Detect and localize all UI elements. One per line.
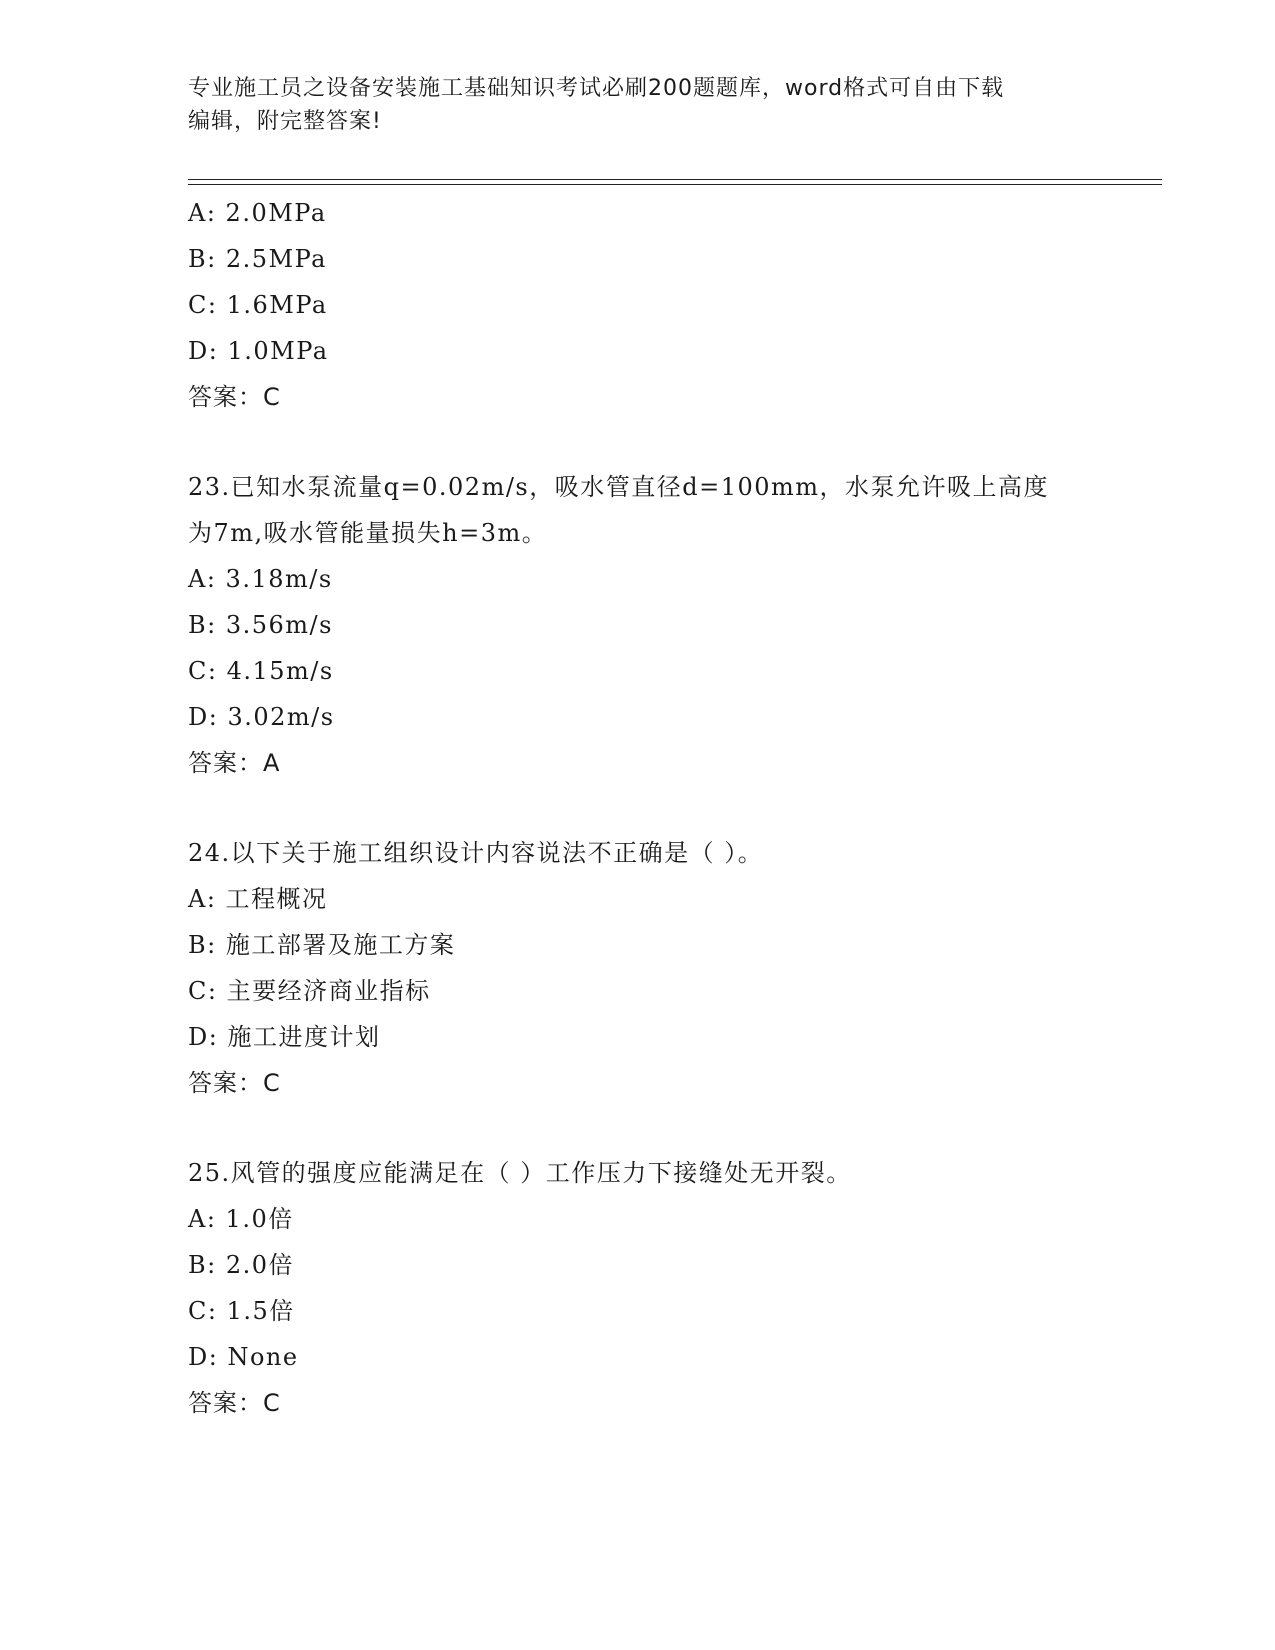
option-d: D: 1.0MPa xyxy=(188,337,329,365)
question-text: 25.风管的强度应能满足在（ ）工作压力下接缝处无开裂。 xyxy=(188,1159,852,1187)
spacer xyxy=(188,1106,1088,1150)
option-a: A: 2.0MPa xyxy=(188,199,327,227)
question-23-block xyxy=(188,464,1088,786)
question-text: 23.已知水泵流量q=0.02m/s，吸水管直径d=100mm，水泵允许吸上高度为7m,吸水管能量损失h=3m。 xyxy=(188,473,1050,547)
option-c: C: 4.15m/s xyxy=(188,657,334,685)
option-c: C: 1.5倍 xyxy=(188,1297,295,1325)
option-a: A: 工程概况 xyxy=(188,885,328,913)
answer-label: 答案：C xyxy=(188,383,281,411)
header-divider-bottom xyxy=(188,184,1162,185)
option-b: B: 施工部署及施工方案 xyxy=(188,931,456,959)
option-a: A: 3.18m/s xyxy=(188,565,333,593)
header-title-line-1: 专业施工员之设备安装施工基础知识考试必刷200题题库，word格式可自由下载 xyxy=(188,76,1005,101)
option-d: D: 施工进度计划 xyxy=(188,1023,381,1051)
option-d: D: None xyxy=(188,1343,299,1371)
answer-label: 答案：C xyxy=(188,1069,281,1097)
question-22-block xyxy=(188,190,1088,420)
option-b: B: 3.56m/s xyxy=(188,611,333,639)
option-c: C: 主要经济商业指标 xyxy=(188,977,431,1005)
question-list xyxy=(188,190,1088,1426)
spacer xyxy=(188,786,1088,830)
answer-label: 答案：C xyxy=(188,1389,281,1417)
answer-label: 答案：A xyxy=(188,749,281,777)
option-b: B: 2.0倍 xyxy=(188,1251,295,1279)
option-a: A: 1.0倍 xyxy=(188,1205,294,1233)
question-25-block xyxy=(188,1150,1088,1426)
header-divider-top xyxy=(188,179,1162,180)
option-b: B: 2.5MPa xyxy=(188,245,327,273)
question-24-block xyxy=(188,830,1088,1106)
document-header xyxy=(188,72,1088,138)
header-title-line-2: 编辑，附完整答案! xyxy=(188,109,382,134)
question-text: 24.以下关于施工组织设计内容说法不正确是（ ）。 xyxy=(188,839,764,867)
spacer xyxy=(188,420,1088,464)
option-c: C: 1.6MPa xyxy=(188,291,328,319)
option-d: D: 3.02m/s xyxy=(188,703,335,731)
